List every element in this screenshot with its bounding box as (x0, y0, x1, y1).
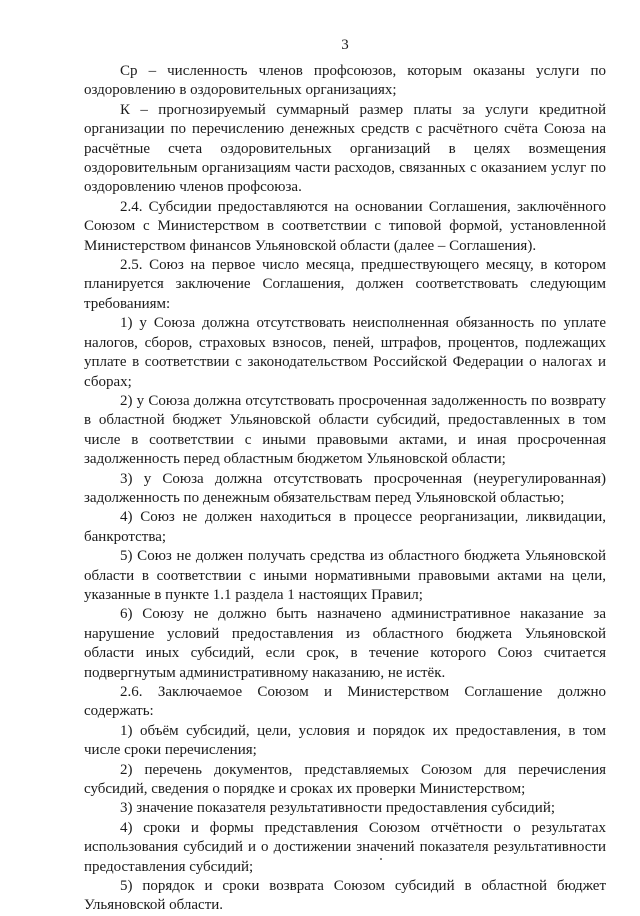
agreement-item-2: 2) перечень документов, представляемых Союзом для перечисления субсидий, сведения о порядке и сроках их проверки Министерством; (84, 761, 606, 798)
requirement-item-4: 4) Союз не должен находиться в процессе реорганизации, ликвидации, банкротства; (84, 509, 606, 545)
page-number: 3 (341, 37, 349, 53)
paragraph-2-4: 2.4. Субсидии предоставляются на основании Соглашения, заключённого Союзом с Министерством в соответствии с типовой формой, установленной Министерством финансов Ульяновской области (далее – Соглашения). (84, 198, 606, 254)
agreement-item-5: 5) порядок и сроки возврата Союзом субсидий в областной бюджет Ульяновской области. (84, 878, 606, 914)
agreement-item-3: 3) значение показателя результативности предоставления субсидий; (120, 800, 556, 817)
agreement-item-1: 1) объём субсидий, цели, условия и порядок их предоставления, в том числе сроки перечисления; (84, 722, 606, 759)
requirement-item-5: 5) Союз не должен получать средства из областного бюджета Ульяновской области в соответствии с иными нормативными правовыми актами на цели, указанные в пункте 1.1 раздела 1 настоящих Правил; (84, 548, 606, 603)
paragraph-k-definition: К – прогнозируемый суммарный размер платы за услуги кредитной организации по перечислению денежных средств с расчётного счёта Союза на расчётные счета оздоровительных организаций в целях возмещения оздоровительным организациям части расходов, связанных с оказанием услуг по оздоровлению членов профсоюза. (84, 101, 606, 196)
scan-speck (380, 858, 382, 860)
requirement-item-2: 2) у Союза должна отсутствовать просроченная задолженность по возврату в областной бюджет Ульяновской области субсидий, предоставленных в том числе в соответствии с иными правовыми актами, и иная просроченная задолженность перед областным бюджетом Ульяновской области; (84, 392, 606, 468)
agreement-item-4: 4) сроки и формы представления Союзом отчётности о результатах использования субсидий и о достижении значений показателя результативности предоставления субсидий; (84, 819, 606, 875)
paragraph-2-6: 2.6. Заключаемое Союзом и Министерством Соглашение должно содержать: (84, 684, 606, 720)
requirement-item-6: 6) Союзу не должно быть назначено административное наказание за нарушение условий предоставления из областного бюджета Ульяновской области иных субсидий, если срок, в течение которого Союз считается подвергнутым административному наказанию, не истёк. (84, 606, 606, 681)
requirement-item-3: 3) у Союза должна отсутствовать просроченная (неурегулированная) задолженность по денежным обязательствам перед Ульяновской областью; (84, 470, 606, 506)
paragraph-cp-definition: Ср – численность членов профсоюзов, которым оказаны услуги по оздоровлению в оздоровительных организациях; (84, 63, 606, 99)
document-body (84, 62, 606, 916)
paragraph-2-5: 2.5. Союз на первое число месяца, предшествующего месяцу, в котором планируется заключение Соглашения, должен соответствовать следующим требованиям: (84, 257, 606, 312)
requirement-item-1: 1) у Союза должна отсутствовать неисполненная обязанность по уплате налогов, сборов, страховых взносов, пеней, штрафов, процентов, подлежащих уплате в соответствии с законодательством Российской Федерации о налогах и сборах; (84, 315, 606, 390)
